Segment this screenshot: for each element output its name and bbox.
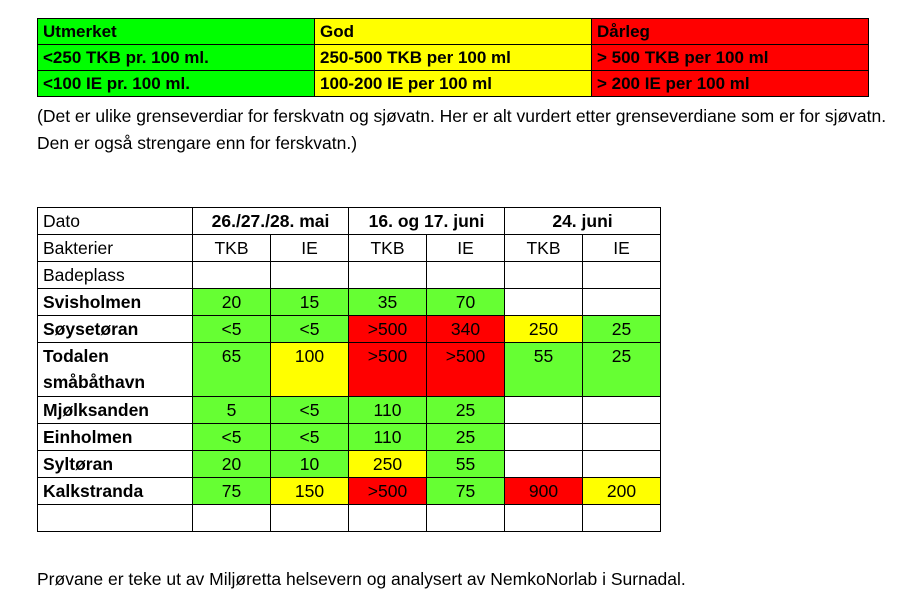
table-row xyxy=(38,424,661,451)
place-name: Søysetøran xyxy=(38,316,193,343)
legend-ie-poor: > 200 IE per 100 ml xyxy=(592,71,869,97)
place-header-row xyxy=(38,262,661,289)
result-cell: >500 xyxy=(349,478,427,505)
legend-excellent-header: Utmerket xyxy=(38,19,315,45)
result-cell: 55 xyxy=(505,343,583,397)
table-row xyxy=(38,478,661,505)
legend-tkb-poor: > 500 TKB per 100 ml xyxy=(592,45,869,71)
results-table xyxy=(37,207,661,532)
date-row xyxy=(38,208,661,235)
legend-poor-header: Dårleg xyxy=(592,19,869,45)
legend-ie-good: 100-200 IE per 100 ml xyxy=(315,71,592,97)
footer-note: Prøvane er teke ut av Miljøretta helsevern og analysert av NemkoNorlab i Surnadal. xyxy=(37,569,686,589)
empty-cell xyxy=(583,505,661,532)
place-name: Mjølksanden xyxy=(38,397,193,424)
table-row xyxy=(38,451,661,478)
result-cell: 150 xyxy=(271,478,349,505)
place-name: Syltøran xyxy=(38,451,193,478)
result-cell: 900 xyxy=(505,478,583,505)
empty-cell xyxy=(38,505,193,532)
result-cell: 25 xyxy=(583,343,661,397)
result-cell: 25 xyxy=(427,397,505,424)
bacteria-type: IE xyxy=(271,235,349,262)
bacteria-type: IE xyxy=(583,235,661,262)
empty-cell xyxy=(193,505,271,532)
empty-cell xyxy=(427,262,505,289)
result-cell: 5 xyxy=(193,397,271,424)
empty-cell xyxy=(505,505,583,532)
empty-cell xyxy=(583,262,661,289)
table-row xyxy=(38,316,661,343)
table-row xyxy=(38,343,661,397)
empty-cell xyxy=(349,505,427,532)
bacteria-type: IE xyxy=(427,235,505,262)
threshold-note: (Det er ulike grenseverdiar for ferskvatn og sjøvatn. Her er alt vurdert etter grenseverdiane som er for sjøvatn. Den er også strengare enn for ferskvatn.) xyxy=(37,106,887,153)
legend-good-header: God xyxy=(315,19,592,45)
result-cell: 75 xyxy=(427,478,505,505)
result-cell: <5 xyxy=(271,397,349,424)
result-cell: 65 xyxy=(193,343,271,397)
result-cell: <5 xyxy=(193,316,271,343)
date-june-16-17: 16. og 17. juni xyxy=(349,208,505,235)
result-cell: 75 xyxy=(193,478,271,505)
empty-cell xyxy=(271,505,349,532)
result-cell: 35 xyxy=(349,289,427,316)
result-cell xyxy=(505,451,583,478)
empty-cell xyxy=(193,262,271,289)
result-cell: 100 xyxy=(271,343,349,397)
table-row xyxy=(38,289,661,316)
bacteria-label: Bakterier xyxy=(38,235,193,262)
result-cell: 25 xyxy=(427,424,505,451)
result-cell: <5 xyxy=(271,316,349,343)
bacteria-type: TKB xyxy=(193,235,271,262)
legend-tkb-row xyxy=(38,45,869,71)
place-name: Svisholmen xyxy=(38,289,193,316)
result-cell: 25 xyxy=(583,316,661,343)
empty-row xyxy=(38,505,661,532)
empty-cell xyxy=(505,262,583,289)
result-cell xyxy=(505,289,583,316)
result-cell: 340 xyxy=(427,316,505,343)
place-name: Todalen småbåthavn xyxy=(38,343,193,397)
result-cell: 15 xyxy=(271,289,349,316)
result-cell: <5 xyxy=(271,424,349,451)
result-cell xyxy=(583,397,661,424)
legend-tkb-good: 250-500 TKB per 100 ml xyxy=(315,45,592,71)
result-cell: >500 xyxy=(427,343,505,397)
legend-table xyxy=(37,18,869,97)
empty-cell xyxy=(271,262,349,289)
result-cell: >500 xyxy=(349,316,427,343)
legend-header-row xyxy=(38,19,869,45)
date-label: Dato xyxy=(38,208,193,235)
result-cell xyxy=(583,289,661,316)
bacteria-row xyxy=(38,235,661,262)
result-cell: 10 xyxy=(271,451,349,478)
empty-cell xyxy=(427,505,505,532)
result-cell: 55 xyxy=(427,451,505,478)
result-cell: 70 xyxy=(427,289,505,316)
legend-ie-excellent: <100 IE pr. 100 ml. xyxy=(38,71,315,97)
result-cell: 110 xyxy=(349,424,427,451)
result-cell: 250 xyxy=(349,451,427,478)
place-name: Einholmen xyxy=(38,424,193,451)
table-row xyxy=(38,397,661,424)
result-cell: 200 xyxy=(583,478,661,505)
result-cell xyxy=(583,451,661,478)
date-may: 26./27./28. mai xyxy=(193,208,349,235)
result-cell: 20 xyxy=(193,451,271,478)
bacteria-type: TKB xyxy=(505,235,583,262)
place-label: Badeplass xyxy=(38,262,193,289)
empty-cell xyxy=(349,262,427,289)
place-name: Kalkstranda xyxy=(38,478,193,505)
result-cell: 20 xyxy=(193,289,271,316)
date-june-24: 24. juni xyxy=(505,208,661,235)
result-cell: 110 xyxy=(349,397,427,424)
legend-tkb-excellent: <250 TKB pr. 100 ml. xyxy=(38,45,315,71)
result-cell xyxy=(505,424,583,451)
legend-ie-row xyxy=(38,71,869,97)
result-cell: 250 xyxy=(505,316,583,343)
result-cell: >500 xyxy=(349,343,427,397)
bacteria-type: TKB xyxy=(349,235,427,262)
result-cell xyxy=(583,424,661,451)
result-cell xyxy=(505,397,583,424)
result-cell: <5 xyxy=(193,424,271,451)
